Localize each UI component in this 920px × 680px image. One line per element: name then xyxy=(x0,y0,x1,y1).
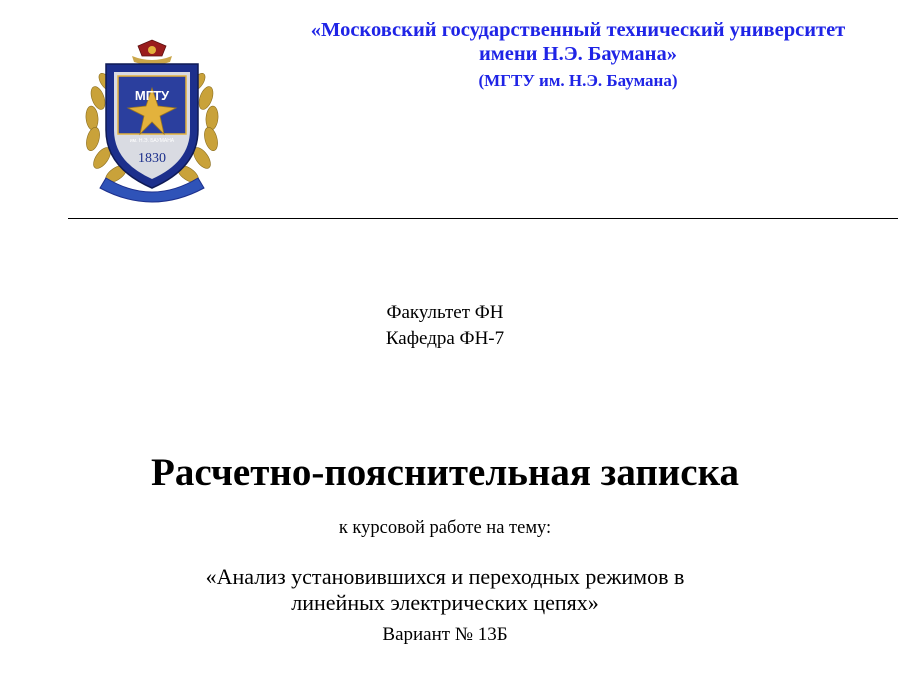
faculty-label: Факультет ФН xyxy=(386,302,504,323)
topic-line2: линейных электрических цепях» xyxy=(291,590,599,615)
emblem-year: 1830 xyxy=(138,151,166,166)
emblem-text-bottom: им. Н.Э. БАУМАНА xyxy=(129,138,175,144)
bmstu-emblem-icon xyxy=(76,38,228,204)
university-short-name: (МГТУ им. Н.Э. Баумана) xyxy=(478,71,678,90)
university-name-line1: «Московский государственный технический университет xyxy=(310,19,846,41)
variant-label: Вариант № 13Б xyxy=(382,624,508,645)
document-subtitle: к курсовой работе на тему: xyxy=(338,518,552,538)
document-title: Расчетно-пояснительная записка xyxy=(151,451,739,494)
topic-line1: «Анализ установившихся и переходных режимов в xyxy=(205,564,685,589)
header-divider xyxy=(68,218,898,219)
university-name-line2: имени Н.Э. Баумана» xyxy=(479,43,677,65)
department-block xyxy=(0,300,890,352)
emblem-text-top: МГТУ xyxy=(134,88,170,103)
university-name xyxy=(258,18,898,66)
document-topic xyxy=(0,564,890,616)
chair-label: Кафедра ФН-7 xyxy=(385,328,505,349)
university-emblem xyxy=(76,38,228,204)
